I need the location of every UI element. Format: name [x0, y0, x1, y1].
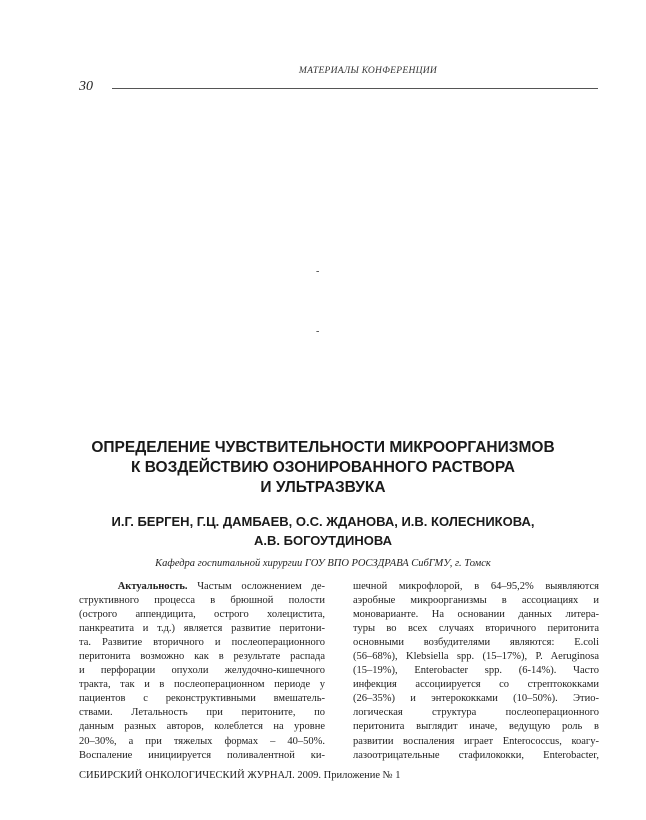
right-column — [353, 580, 599, 763]
text-line: (острого аппендицита, острого холецистита, — [79, 609, 325, 621]
text-line: данным разных авторов, колеблется на уровне — [79, 721, 325, 733]
authors-line: И.Г. БЕРГЕН, Г.Ц. ДАМБАЕВ, О.С. ЖДАНОВА, И.В. КОЛЕСНИКОВА, — [111, 514, 535, 529]
text-line: перитонита выглядит иначе, ведущую роль в — [353, 721, 599, 733]
page-number: 30 — [79, 79, 93, 94]
article-title — [60, 438, 586, 498]
text-line: аэробные микроорганизмы в ассоциациях и — [353, 595, 599, 607]
text-line: Воспаление инициируется поливалентной ки- — [79, 749, 325, 761]
authors-line: А.В. БОГОУТДИНОВА — [254, 533, 392, 548]
text-line: ствами. Летальность при перитоните, по — [79, 707, 325, 719]
text-line: перитонита возможно как в результате распада — [79, 651, 325, 663]
text-line: панкреатита и т.д.) является развитие перитони- — [79, 623, 325, 635]
text-line: основными возбудителями являются: E.coli — [353, 637, 599, 649]
title-line: ОПРЕДЕЛЕНИЕ ЧУВСТВИТЕЛЬНОСТИ МИКРООРГАНИЗМОВ — [91, 439, 555, 456]
text-line: тракта, так и в послеоперационном периоде у — [79, 679, 325, 691]
journal-footer: СИБИРСКИЙ ОНКОЛОГИЧЕСКИЙ ЖУРНАЛ. 2009. Приложение № 1 — [79, 770, 401, 781]
text-line: инфекция ассоциируется со стрептококками — [353, 679, 599, 691]
title-line: К ВОЗДЕЙСТВИЮ ОЗОНИРОВАННОГО РАСТВОРА — [130, 459, 515, 476]
stray-dash-mark: - — [316, 266, 320, 277]
text-line: туры во всех случаях вторичного перитонита — [353, 623, 599, 635]
text-line: (26–35%) и энтерококками (10–50%). Этио- — [353, 693, 599, 705]
text-line: та. Развитие вторичного и послеоперационного — [79, 637, 325, 649]
authors — [60, 512, 586, 550]
text-line-rest: Частым осложнением де- — [187, 581, 325, 592]
text-line: пациентов с реконструктивными вмешатель- — [79, 693, 325, 705]
text-line: (15–19%), Enterobacter spp. (6-14%). Часто — [353, 665, 599, 677]
text-line: 20–30%, а при тяжелых формах – 40–50%. — [79, 735, 325, 747]
text-line: шечной микрофлорой, в 64–95,2% выявляются — [353, 581, 599, 592]
left-column — [79, 580, 325, 763]
text-line: развитии воспаления играет Enterococcus, коагу- — [353, 735, 599, 747]
stray-dash-mark: - — [316, 326, 320, 337]
title-line: И УЛЬТРАЗВУКА — [260, 479, 386, 496]
text-line: лазоотрицательные стафилококки, Enterobacter, — [353, 749, 599, 761]
text-line — [79, 580, 325, 594]
text-line: моноварианте. На основании данных литера- — [353, 609, 599, 621]
running-head: МАТЕРИАЛЫ КОНФЕРЕНЦИИ — [298, 66, 438, 76]
text-line: (56–68%), Klebsiella spp. (15–17%), P. Aeruginosa — [353, 651, 599, 663]
text-line: и перфорации опухоли желудочно-кишечного — [79, 665, 325, 677]
affiliation: Кафедра госпитальной хирургии ГОУ ВПО РОСЗДРАВА СибГМУ, г. Томск — [155, 558, 491, 569]
text-line: структивного процесса в брюшной полости — [79, 595, 325, 607]
lead-word: Актуальность. — [117, 581, 188, 592]
text-line: логическая структура послеоперационного — [353, 707, 599, 719]
header-rule — [112, 88, 598, 89]
